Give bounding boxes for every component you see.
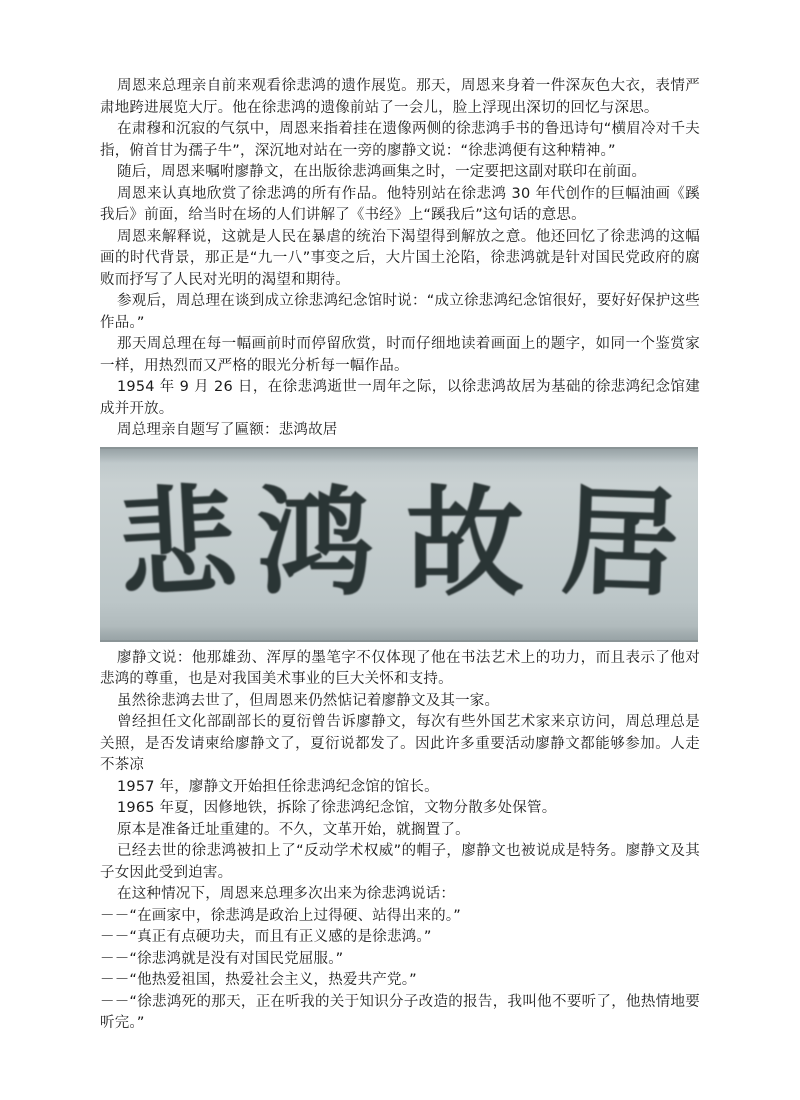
plaque-char-3: 故: [405, 472, 525, 612]
quote-item: －－“徐悲鸿死的那天，正在听我的关于知识分子改造的报告，我叫他不要听了，他热情地要听完。”: [100, 993, 700, 1031]
top-text: [100, 76, 700, 442]
paragraph: 1965 年夏，因修地铁，拆除了徐悲鸿纪念馆，文物分散多处保管。: [117, 800, 557, 816]
middle-text: [100, 648, 700, 906]
paragraph: 曾经担任文化部副部长的夏衍曾告诉廖静文，每次有些外国艺术家来京访问，周总理总是关照，是否发请柬给廖静文了，夏衍说都发了。因此许多重要活动廖静文都能够参加。人走不茶凉: [100, 714, 700, 773]
document-page: [100, 76, 700, 1035]
paragraph: 随后，周恩来嘱咐廖静文，在出版徐悲鸿画集之时，一定要把这副对联印在前面。: [117, 164, 647, 180]
quote-item: －－“在画家中，徐悲鸿是政治上过得硬、站得出来的。”: [100, 907, 461, 924]
paragraph: 在这种情况下，周恩来总理多次出来为徐悲鸿说话：: [117, 886, 456, 902]
quote-item: －－“徐悲鸿就是没有对国民党屈服。”: [100, 950, 344, 967]
quote-item: －－“他热爱祖国，热爱社会主义，热爱共产党。”: [100, 972, 417, 988]
paragraph: 周恩来总理亲自前来观看徐悲鸿的遗作展览。那天，周恩来身着一件深灰色大衣，表情严肃地跨进展览大厅。他在徐悲鸿的遗像前站了一会儿，脸上浮现出深切的回忆与深思。: [100, 78, 700, 116]
paragraph: 1957 年，廖静文开始担任徐悲鸿纪念馆的馆长。: [117, 778, 439, 795]
calligraphy-characters: [115, 469, 682, 614]
paragraph: 虽然徐悲鸿去世了，但周恩来仍然惦记着廖静文及其一家。: [117, 692, 500, 709]
plaque-char-4: 居: [558, 470, 682, 614]
paragraph: 参观后，周总理在谈到成立徐悲鸿纪念馆时说：“成立徐悲鸿纪念馆很好，要好好保护这些作品。”: [100, 293, 700, 331]
paragraph: 已经去世的徐悲鸿被扣上了“反动学术权威”的帽子，廖静文也被说成是特务。廖静文及其子女因此受到迫害。: [100, 843, 700, 881]
paragraph: 在肃穆和沉寂的气氛中，周恩来指着挂在遗像两侧的徐悲鸿手书的鲁迅诗句“横眉冷对千夫指，俯首甘为孺子牛”，深沉地对站在一旁的廖静文说：“徐悲鸿便有这种精神。”: [100, 121, 700, 159]
plaque-char-1: 悲: [115, 469, 241, 615]
quote-item: －－“真正有点硬功夫，而且有正义感的是徐悲鸿。”: [100, 929, 432, 945]
paragraph: 周恩来认真地欣赏了徐悲鸿的所有作品。他特别站在徐悲鸿 30 年代创作的巨幅油画《蹊我后》前面，给当时在场的人们讲解了《书经》上“蹊我后”这句话的意思。: [100, 185, 700, 223]
paragraph: 廖静文说：他那雄劲、浑厚的墨笔字不仅体现了他在书法艺术上的功力，而且表示了他对悲鸿的尊重，也是对我国美术事业的巨大关怀和支持。: [100, 649, 700, 687]
paragraph: 那天周总理在每一幅画前时而停留欣赏，时而仔细地读着画面上的题字，如同一个鉴赏家一样，用热烈而又严格的眼光分析每一幅作品。: [100, 336, 700, 374]
calligraphy-plaque-image: [100, 447, 698, 642]
paragraph: 1954 年 9 月 26 日，在徐悲鸿逝世一周年之际，以徐悲鸿故居为基础的徐悲鸿纪念馆建成并开放。: [100, 379, 700, 417]
quote-list: [100, 906, 700, 1035]
plaque-char-2: 鸿: [255, 472, 375, 612]
paragraph: 原本是准备迁址重建的。不久，文革开始，就搁置了。: [117, 821, 470, 838]
paragraph: 周总理亲自题写了匾额：悲鸿故居: [117, 422, 338, 438]
paragraph: 周恩来解释说，这就是人民在暴虐的统治下渴望得到解放之意。他还回忆了徐悲鸿的这幅画的时代背景，那正是“九一八”事变之后，大片国土沦陷，徐悲鸿就是针对国民党政府的腐败而抒写了人民对光明的渴望和期待。: [100, 228, 700, 288]
